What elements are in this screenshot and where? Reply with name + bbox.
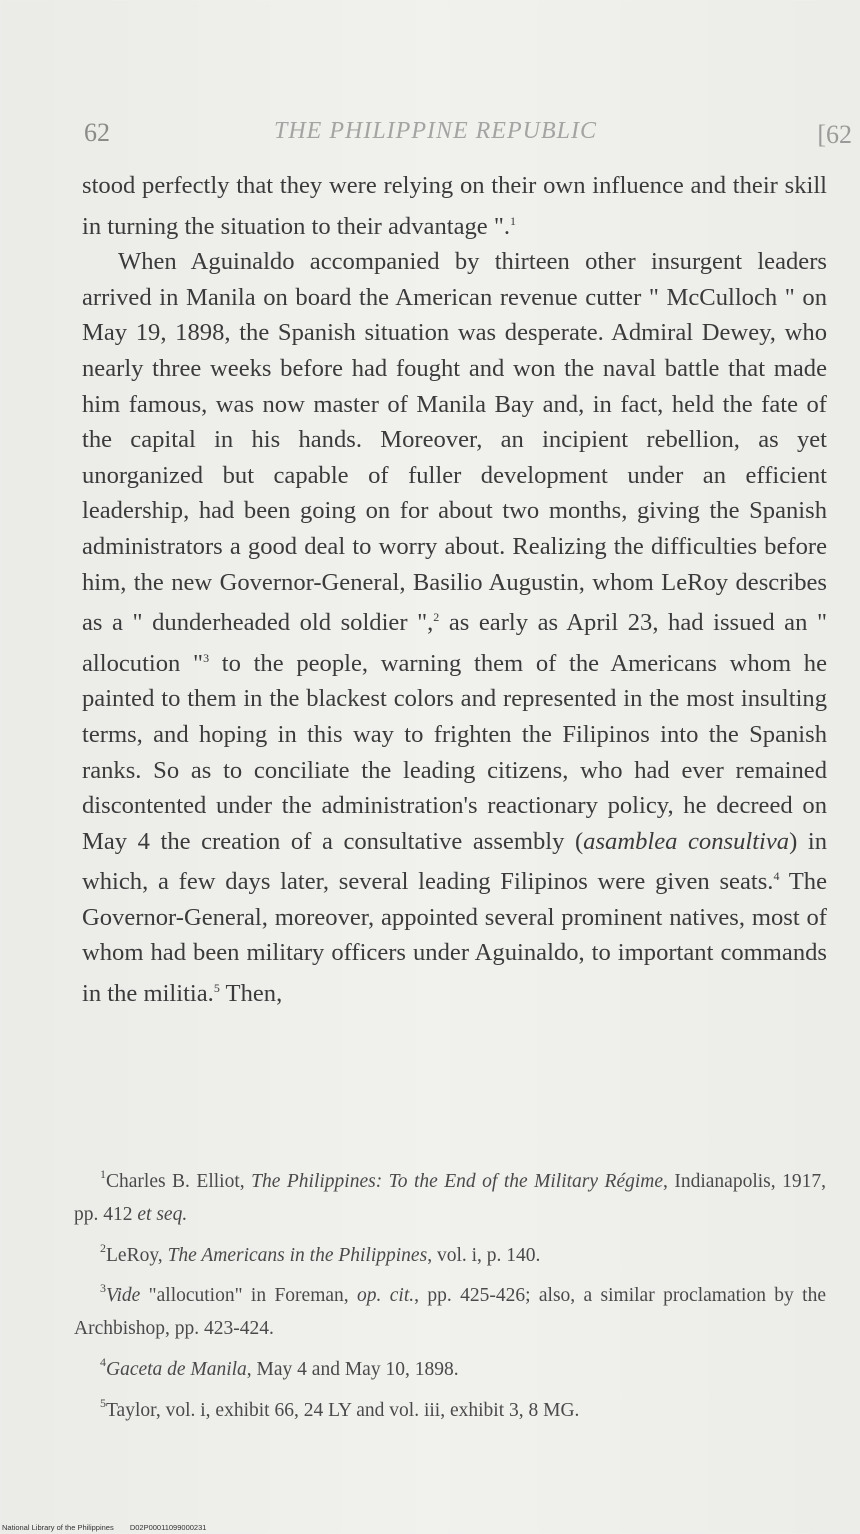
footnote-4 <box>74 1346 826 1387</box>
footnote-title: Gaceta de Manila <box>106 1358 247 1380</box>
footnote-text: Taylor, vol. i, exhibit 66, 24 LY and vol. iii, exhibit 3, 8 MG. <box>106 1399 580 1421</box>
document-code: D02P00011099000231 <box>129 1523 207 1532</box>
footnote-5 <box>74 1387 826 1428</box>
paragraph-2-text-d: ) in which, a few days later, several leading Filipinos were given seats. <box>82 827 827 896</box>
footnote-text: , vol. i, p. 140. <box>427 1244 541 1266</box>
library-credit: National Library of the Philippines <box>2 1523 114 1532</box>
running-title: THE PHILIPPINE REPUBLIC <box>274 118 597 144</box>
paragraph-2-text-f: Then, <box>219 980 283 1008</box>
footnote-number: 3 <box>100 1281 106 1296</box>
footnote-text: , Indianapolis, 1917, pp. 412 <box>74 1171 826 1225</box>
page-number-left: 62 <box>84 118 110 147</box>
footnote-ref-3: 3 <box>203 650 210 665</box>
footnote-italic: op. cit. <box>357 1285 415 1307</box>
scan-footer <box>2 1523 206 1532</box>
body-text <box>82 168 827 1012</box>
footnote-text: , May 4 and May 10, 1898. <box>246 1358 459 1380</box>
paragraph-2-text-a: When Aguinaldo accompanied by thirteen other insurgent leaders arrived in Manila on board the American revenue cutter " McCulloch " on May 19, 1898, the Spanish situation was desperate. Admiral Dewey, who nearly three weeks before had fought and won the naval battle that made him famous, was now master of Manila Bay and, in fact, held the fate of the capital in his hands. Moreover, an incipient rebellion, as yet unorganized but capable of fuller development under an efficient leadership, had been going on for about two months, giving the Spanish administrators a good deal to worry about. Realizing the difficulties before him, the new Governor-General, Basilio Augustin, whom LeRoy describes as a " dunderheaded old soldier ", <box>82 248 827 637</box>
paragraph-1 <box>82 168 827 244</box>
footnote-2 <box>74 1232 826 1273</box>
footnote-text: Charles B. Elliot, <box>106 1171 252 1192</box>
footnote-1 <box>74 1158 826 1232</box>
paragraph-1-text: stood perfectly that they were relying on their own influence and their skill in turning the situation to their advantage ". <box>82 172 827 240</box>
footnote-italic: Vide <box>106 1285 141 1307</box>
footnote-text: , pp. 425-426; also, a similar proclamation by the Archbishop, pp. 423-424. <box>74 1285 826 1340</box>
footnote-number: 4 <box>100 1354 106 1369</box>
paragraph-2-text-c: to the people, warning them of the Americans whom he painted to them in the blackest colors and represented in the most insulting terms, and hoping in this way to frighten the Filipinos into the Spanish ranks. So as to conciliate the leading citizens, who had ever remained discontented under the administration's reactionary policy, he decreed on May 4 the creation of a consultative assembly ( <box>82 649 827 855</box>
footnote-number: 5 <box>100 1395 106 1410</box>
paragraph-2 <box>82 244 827 1011</box>
paragraph-2-text-e: The Governor-General, moreover, appointed several prominent natives, most of whom had been military officers under Aguinaldo, to important commands in the militia. <box>82 868 827 1008</box>
footnote-italic: et seq. <box>137 1203 188 1225</box>
footnote-ref-4: 4 <box>773 869 780 884</box>
footnote-text: "allocution" in Foreman, <box>140 1285 358 1307</box>
page-header <box>84 118 860 148</box>
footnote-ref-5: 5 <box>213 981 220 996</box>
footnote-text: LeRoy, <box>106 1244 168 1266</box>
paragraph-2-italic-term: asamblea consultiva <box>583 827 790 855</box>
footnote-number: 2 <box>100 1240 106 1255</box>
footnote-number: 1 <box>100 1167 106 1181</box>
footnotes <box>74 1158 826 1428</box>
footnote-title: The Americans in the Philippines <box>167 1244 428 1266</box>
footnote-3 <box>74 1272 826 1346</box>
footnote-title: The Philippines: To the End of the Military Régime <box>251 1171 663 1192</box>
footnote-ref-2: 2 <box>433 610 440 625</box>
paragraph-2-text-b: as early as April 23, had issued an " allocution " <box>82 609 827 677</box>
page-number-right: [62 <box>817 120 852 149</box>
footnote-ref-1: 1 <box>510 213 517 228</box>
